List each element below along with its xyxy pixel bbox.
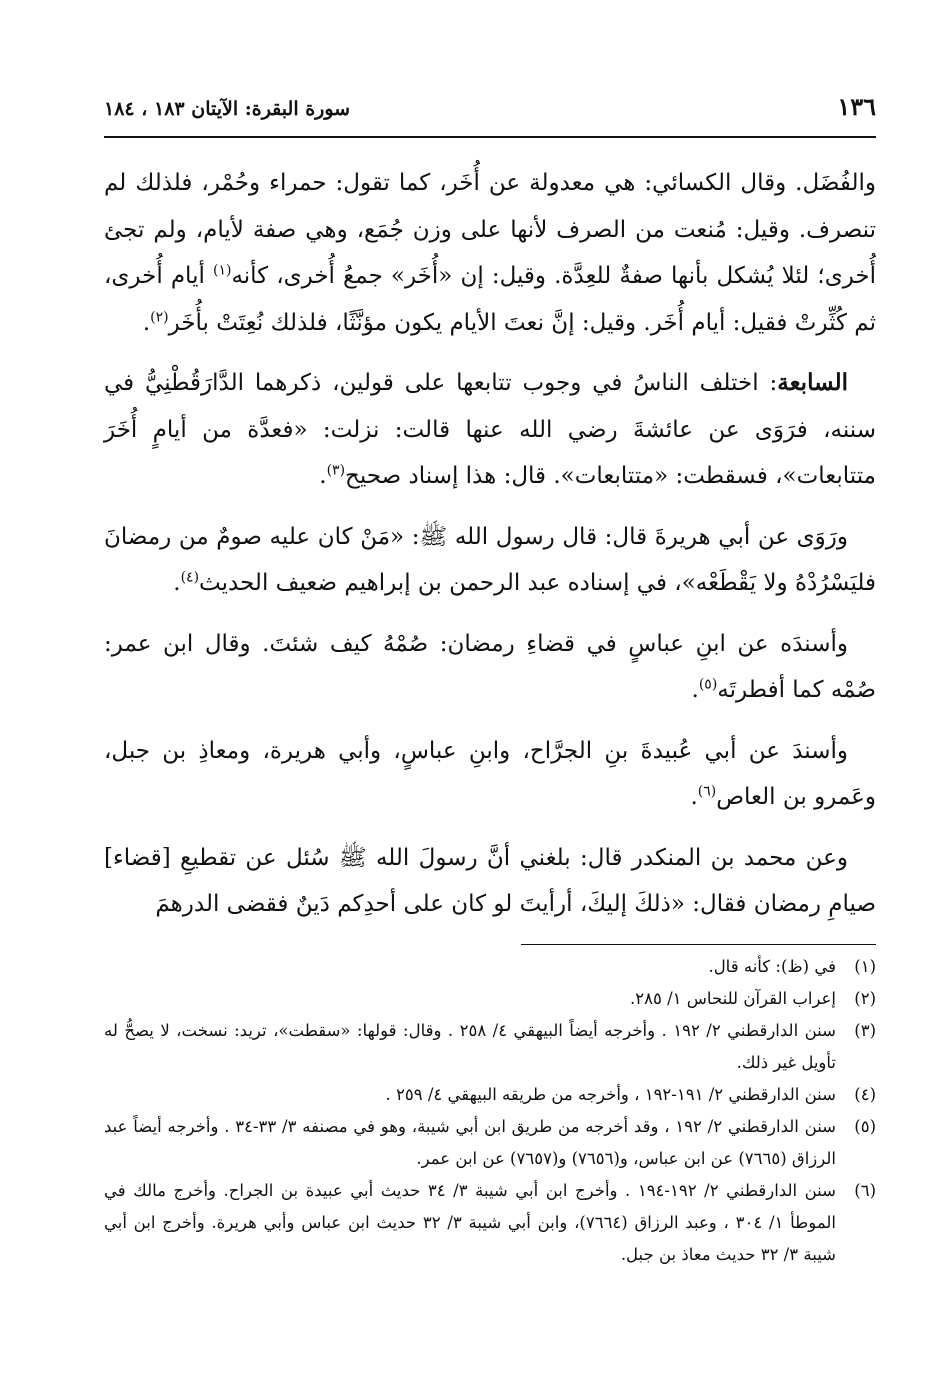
- paragraph-6: وعن محمد بن المنكدر قال: بلغني أنَّ رسولَ الله ﷺ سُئل عن تقطيعِ [قضاء] صيامِ رمضان فقال: «ذلكَ إليكَ، أرأيتَ لو كان على أحدِكم دَينٌ فقضى الدرهمَ: [104, 844, 876, 917]
- paragraph-5: وأسندَ عن أبي عُبيدةَ بنِ الجرَّاح، وابنِ عباسٍ، وأبي هريرة، ومعاذِ بن جبل، وعَمرو بن العاص$^{(٦)}$.: [104, 737, 876, 810]
- footnote-ref-3[interactable]: (٣): [326, 462, 346, 479]
- footnote-text: إعراب القرآن للنحاس ١/ ٢٨٥.: [630, 988, 836, 1008]
- footnote-ref-6[interactable]: (٦): [697, 783, 717, 800]
- main-text: [104, 160, 876, 928]
- footnote-number: (٤): [854, 1084, 876, 1104]
- footnote-4: [104, 1079, 876, 1111]
- footnotes: [104, 951, 876, 1271]
- paragraph-3: ورَوَى عن أبي هريرةَ قال: قال رسول الله ﷺ: «مَنْ كان عليه صومٌ من رمضانَ فليَسْرُدْهُ ولا يَقْطَعْه»، في إسناده عبد الرحمن بن إبراهيم ضعيف الحديث$^{(٤)}$.: [104, 523, 876, 596]
- footnote-ref-5[interactable]: (٥): [698, 676, 718, 693]
- footnote-text: سنن الدارقطني ٢/ ١٩٢ . وأخرجه أيضاً البيهقي ٤/ ٢٥٨ . وقال: قولها: «سقطت»، تريد: نسخت، لا يصحُّ له تأويل غير ذلك.: [104, 1020, 836, 1072]
- footnote-ref-1[interactable]: (١): [212, 262, 232, 279]
- paragraph-4: وأسندَه عن ابنِ عباسٍ في قضاءِ رمضان: صُمْهُ كيف شئتَ. وقال ابن عمر: صُمْه كما أفطرتَه$^{(٥)}$.: [104, 630, 876, 703]
- footnote-3: [104, 1015, 876, 1079]
- footnote-5: [104, 1111, 876, 1175]
- footnote-rule: [521, 944, 876, 945]
- footnote-text: سنن الدارقطني ٢/ ١٩٢ ، وقد أخرجه من طريق ابن أبي شيبة، وهو في مصنفه ٣/ ٣٣-٣٤ . وأخرجه أيضاً عبد الرزاق (٧٦٦٥) عن ابن عباس، و(٧٦٥٦) و(٧٦٥٧) عن ابن عمر.: [104, 1116, 836, 1168]
- footnote-number: (٦): [854, 1180, 876, 1200]
- footnote-text: في (ظ): كأنه قال.: [708, 956, 836, 976]
- header-rule: [104, 136, 876, 138]
- footnote-2: [104, 983, 876, 1015]
- paragraph-2: السابعة: اختلف الناسُ في وجوب تتابعها على قولين، ذكرهما الدَّارَقُطْنِيُّ في سننه، فرَوَى عن عائشةَ رضي الله عنها قالت: نزلت: «فعدَّة من أيامٍ أُخَرَ متتابعات»، فسقطت: «متتابعات». قال: هذا إسناد صحيح$^{(٣)}$.: [104, 369, 876, 489]
- footnote-number: (٥): [854, 1116, 876, 1136]
- footnote-number: (٣): [854, 1020, 876, 1040]
- section-term: السابعة: [777, 369, 848, 396]
- running-title: سورة البقرة: الآيتان ١٨٣ ، ١٨٤: [104, 98, 351, 120]
- footnote-number: (٢): [854, 988, 876, 1008]
- page-number: ١٣٦: [837, 92, 876, 121]
- page-header: [104, 92, 876, 132]
- footnote-1: [104, 951, 876, 983]
- footnote-ref-4[interactable]: (٤): [180, 569, 200, 586]
- footnote-number: (١): [854, 956, 876, 976]
- footnote-ref-2[interactable]: (٢): [150, 308, 169, 325]
- footnote-text: سنن الدارقطني ٢/ ١٩٢-١٩٤ . وأخرج ابن أبي شيبة ٣/ ٣٤ حديث أبي عبيدة بن الجراح. وأخرج مالك في الموطأ ١/ ٣٠٤ ، وعبد الرزاق (٧٦٦٤)، وابن أبي شيبة ٣/ ٣٢ حديث ابن عباس وأبي هريرة. وأخرج ابن أبي شيبة ٣/ ٣٢ حديث معاذ بن جبل.: [104, 1180, 836, 1264]
- footnote-text: سنن الدارقطني ٢/ ١٩١-١٩٢ ، وأخرجه من طريقه البيهقي ٤/ ٢٥٩ .: [385, 1084, 836, 1104]
- footnote-6: [104, 1175, 876, 1271]
- paragraph-1: والفُضَل. وقال الكسائي: هي معدولة عن أُخَر، كما تقول: حمراء وحُمْر، فلذلك لم تنصرف. وقيل: مُنعت من الصرف لأنها على وزن جُمَع، وهي صفة لأيام، ولم تجئ أُخرى؛ لئلا يُشكل بأنها صفةٌ للعِدَّة. وقيل: إن «أُخَر» جمعُ أُخرى، كأنه$^{(١)}$ أيام أُخرى، ثم كُثِّرتْ فقيل: أيام أُخَر. وقيل: إنَّ نعتَ الأيام يكون مؤنَّثًا، فلذلك نُعِتَتْ بأُخَر$^{(٢)}$.: [104, 170, 876, 336]
